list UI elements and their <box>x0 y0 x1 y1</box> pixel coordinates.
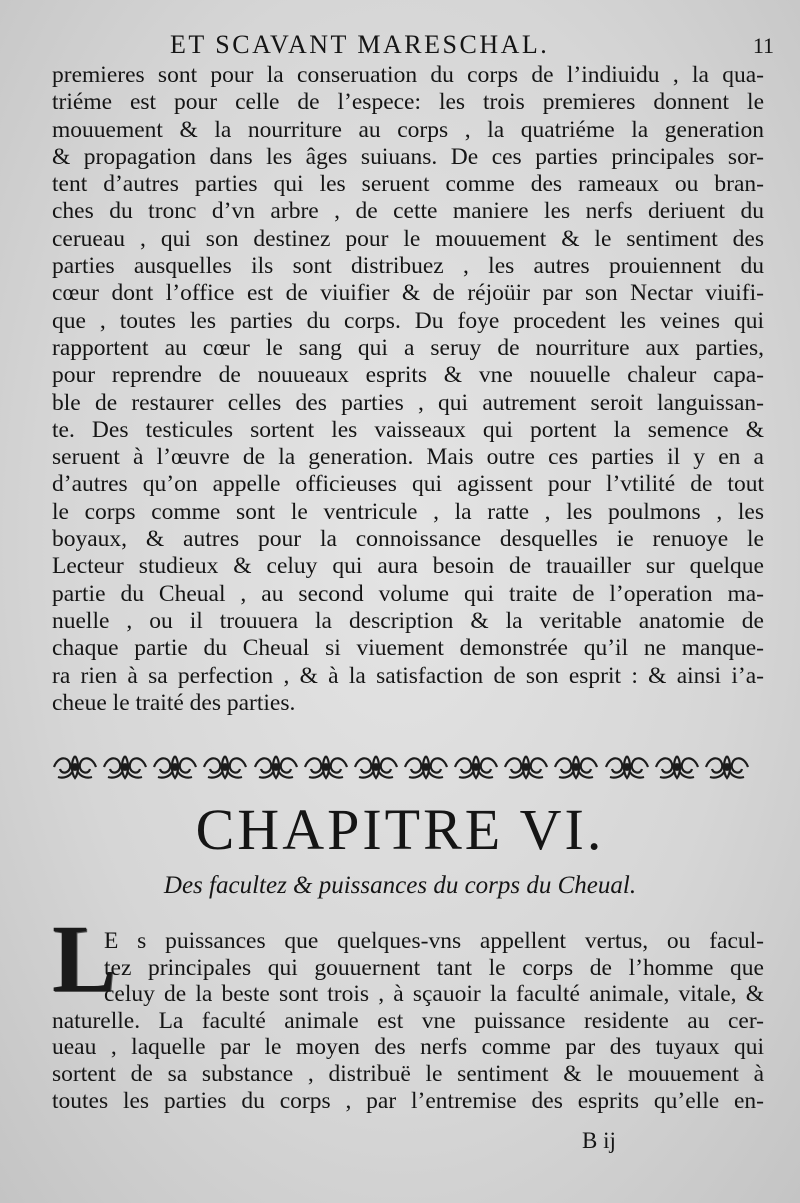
text-line: ra rien à sa perfection , & à la satisfaction de son esprit : & ainsi i’a- <box>52 662 764 689</box>
text-line: partie du Cheual , au second volume qui traite de l’operation ma- <box>52 580 764 607</box>
drop-cap-initial: L <box>52 905 117 1012</box>
text-line: sortent de sa substance , distribuë le sentiment & le mouuement à <box>52 1060 764 1087</box>
chapter-subtitle: Des facultez & puissances du corps du Cheual. <box>163 872 637 899</box>
fleuron-ornament-icon <box>351 752 401 782</box>
text-line: mouuement & la nourriture au corps , la quatriéme la generation <box>52 116 764 143</box>
fleuron-ornament-icon <box>401 752 451 782</box>
text-line: pour reprendre de nouueaux esprits & vne nouuelle chaleur capa- <box>52 362 764 389</box>
text-line: cheue le traité des parties. <box>52 689 296 716</box>
text-line: seruent à l’œuvre de la generation. Mais outre ces parties il y en a <box>52 444 764 471</box>
text-line: nuelle , ou il trouuera la description & la veritable anatomie de <box>52 607 764 634</box>
text-line: ueau , laquelle par le moyen des nerfs comme par des tuyaux qui <box>52 1034 764 1061</box>
chapter-title: CHAPITRE VI. <box>195 797 605 862</box>
signature-mark: B ij <box>582 1128 616 1153</box>
text-line: premieres sont pour la conseruation du corps de l’indiuidu , la qua- <box>52 62 764 88</box>
text-line: ches du tronc d’vn arbre , de cette maniere les nerfs deriuent du <box>52 198 764 225</box>
fleuron-ornament-icon <box>652 752 702 782</box>
fleuron-ornament-icon <box>602 752 652 782</box>
text-line: te. Des testicules sortent les vaisseaux qui portent la semence & <box>52 416 764 443</box>
fleuron-ornament-icon <box>451 752 501 782</box>
text-line: & propagation dans les âges suiuans. De ces parties principales sor- <box>52 143 764 170</box>
fleuron-ornament-icon <box>501 752 551 782</box>
text-line: d’autres qu’on appelle officieuses qui agissent pour l’vtilité de tout <box>52 471 764 498</box>
body-paragraph <box>52 62 764 717</box>
text-line: que , toutes les parties du corps. Du foye procedent les veines qui <box>52 307 764 334</box>
text-line: tent d’autres parties qui les seruent comme des rameaux ou bran- <box>52 171 764 198</box>
running-title: ET SCAVANT MARESCHAL. <box>170 30 550 59</box>
fleuron-ornament-icon <box>301 752 351 782</box>
text-line: triéme est pour celle de l’espece: les trois premieres donnent le <box>52 89 764 116</box>
fleuron-ornament-icon <box>251 752 301 782</box>
text-line: chaque partie du Cheual si viuement demonstrée qu’il ne manque- <box>52 635 764 662</box>
text-line: ble de restaurer celles des parties , qui autrement seroit languissan- <box>52 389 764 416</box>
fleuron-ornament-icon <box>200 752 250 782</box>
running-head <box>0 30 800 64</box>
text-line: toutes les parties du corps , par l’entremise des esprits qu’elle en- <box>52 1087 764 1114</box>
fleuron-ornament-icon <box>150 752 200 782</box>
text-line: boyaux, & autres pour la connoissance desquelles ie renuoye le <box>52 526 764 553</box>
text-line: rapportent au cœur le sang qui a seruy de nourriture aux parties, <box>52 334 764 361</box>
text-line: cœur dont l’office est de viuifier & de réjoüir par son Nectar viuifi- <box>52 280 764 307</box>
text-line: celuy de la beste sont trois , à sçauoir la faculté animale, vitale, & <box>104 981 764 1008</box>
decorative-ornament-band <box>50 750 752 784</box>
text-line: cerueau , qui son destinez pour le mouuement & le sentiment des <box>52 225 764 252</box>
fleuron-ornament-icon <box>551 752 601 782</box>
page-number: 11 <box>752 33 774 58</box>
fleuron-ornament-icon <box>50 752 100 782</box>
text-line: naturelle. La faculté animale est vne puissance residente au cer- <box>52 1007 764 1034</box>
text-line: Lecteur studieux & celuy qui aura besoin de trauailler sur quelque <box>52 553 764 580</box>
text-line: le corps comme sont le ventricule , la ratte , les poulmons , les <box>52 498 764 525</box>
text-line: E s puissances que quelques-vns appellent vertus, ou facul- <box>104 928 764 954</box>
text-line: tez principales qui gouuernent tant le corps de l’homme que <box>104 954 764 981</box>
chapter-paragraph <box>52 928 764 1114</box>
fleuron-ornament-icon <box>100 752 150 782</box>
text-line: parties ausquelles ils sont distribuez , les autres prouiennent du <box>52 253 764 280</box>
fleuron-ornament-icon <box>702 752 752 782</box>
